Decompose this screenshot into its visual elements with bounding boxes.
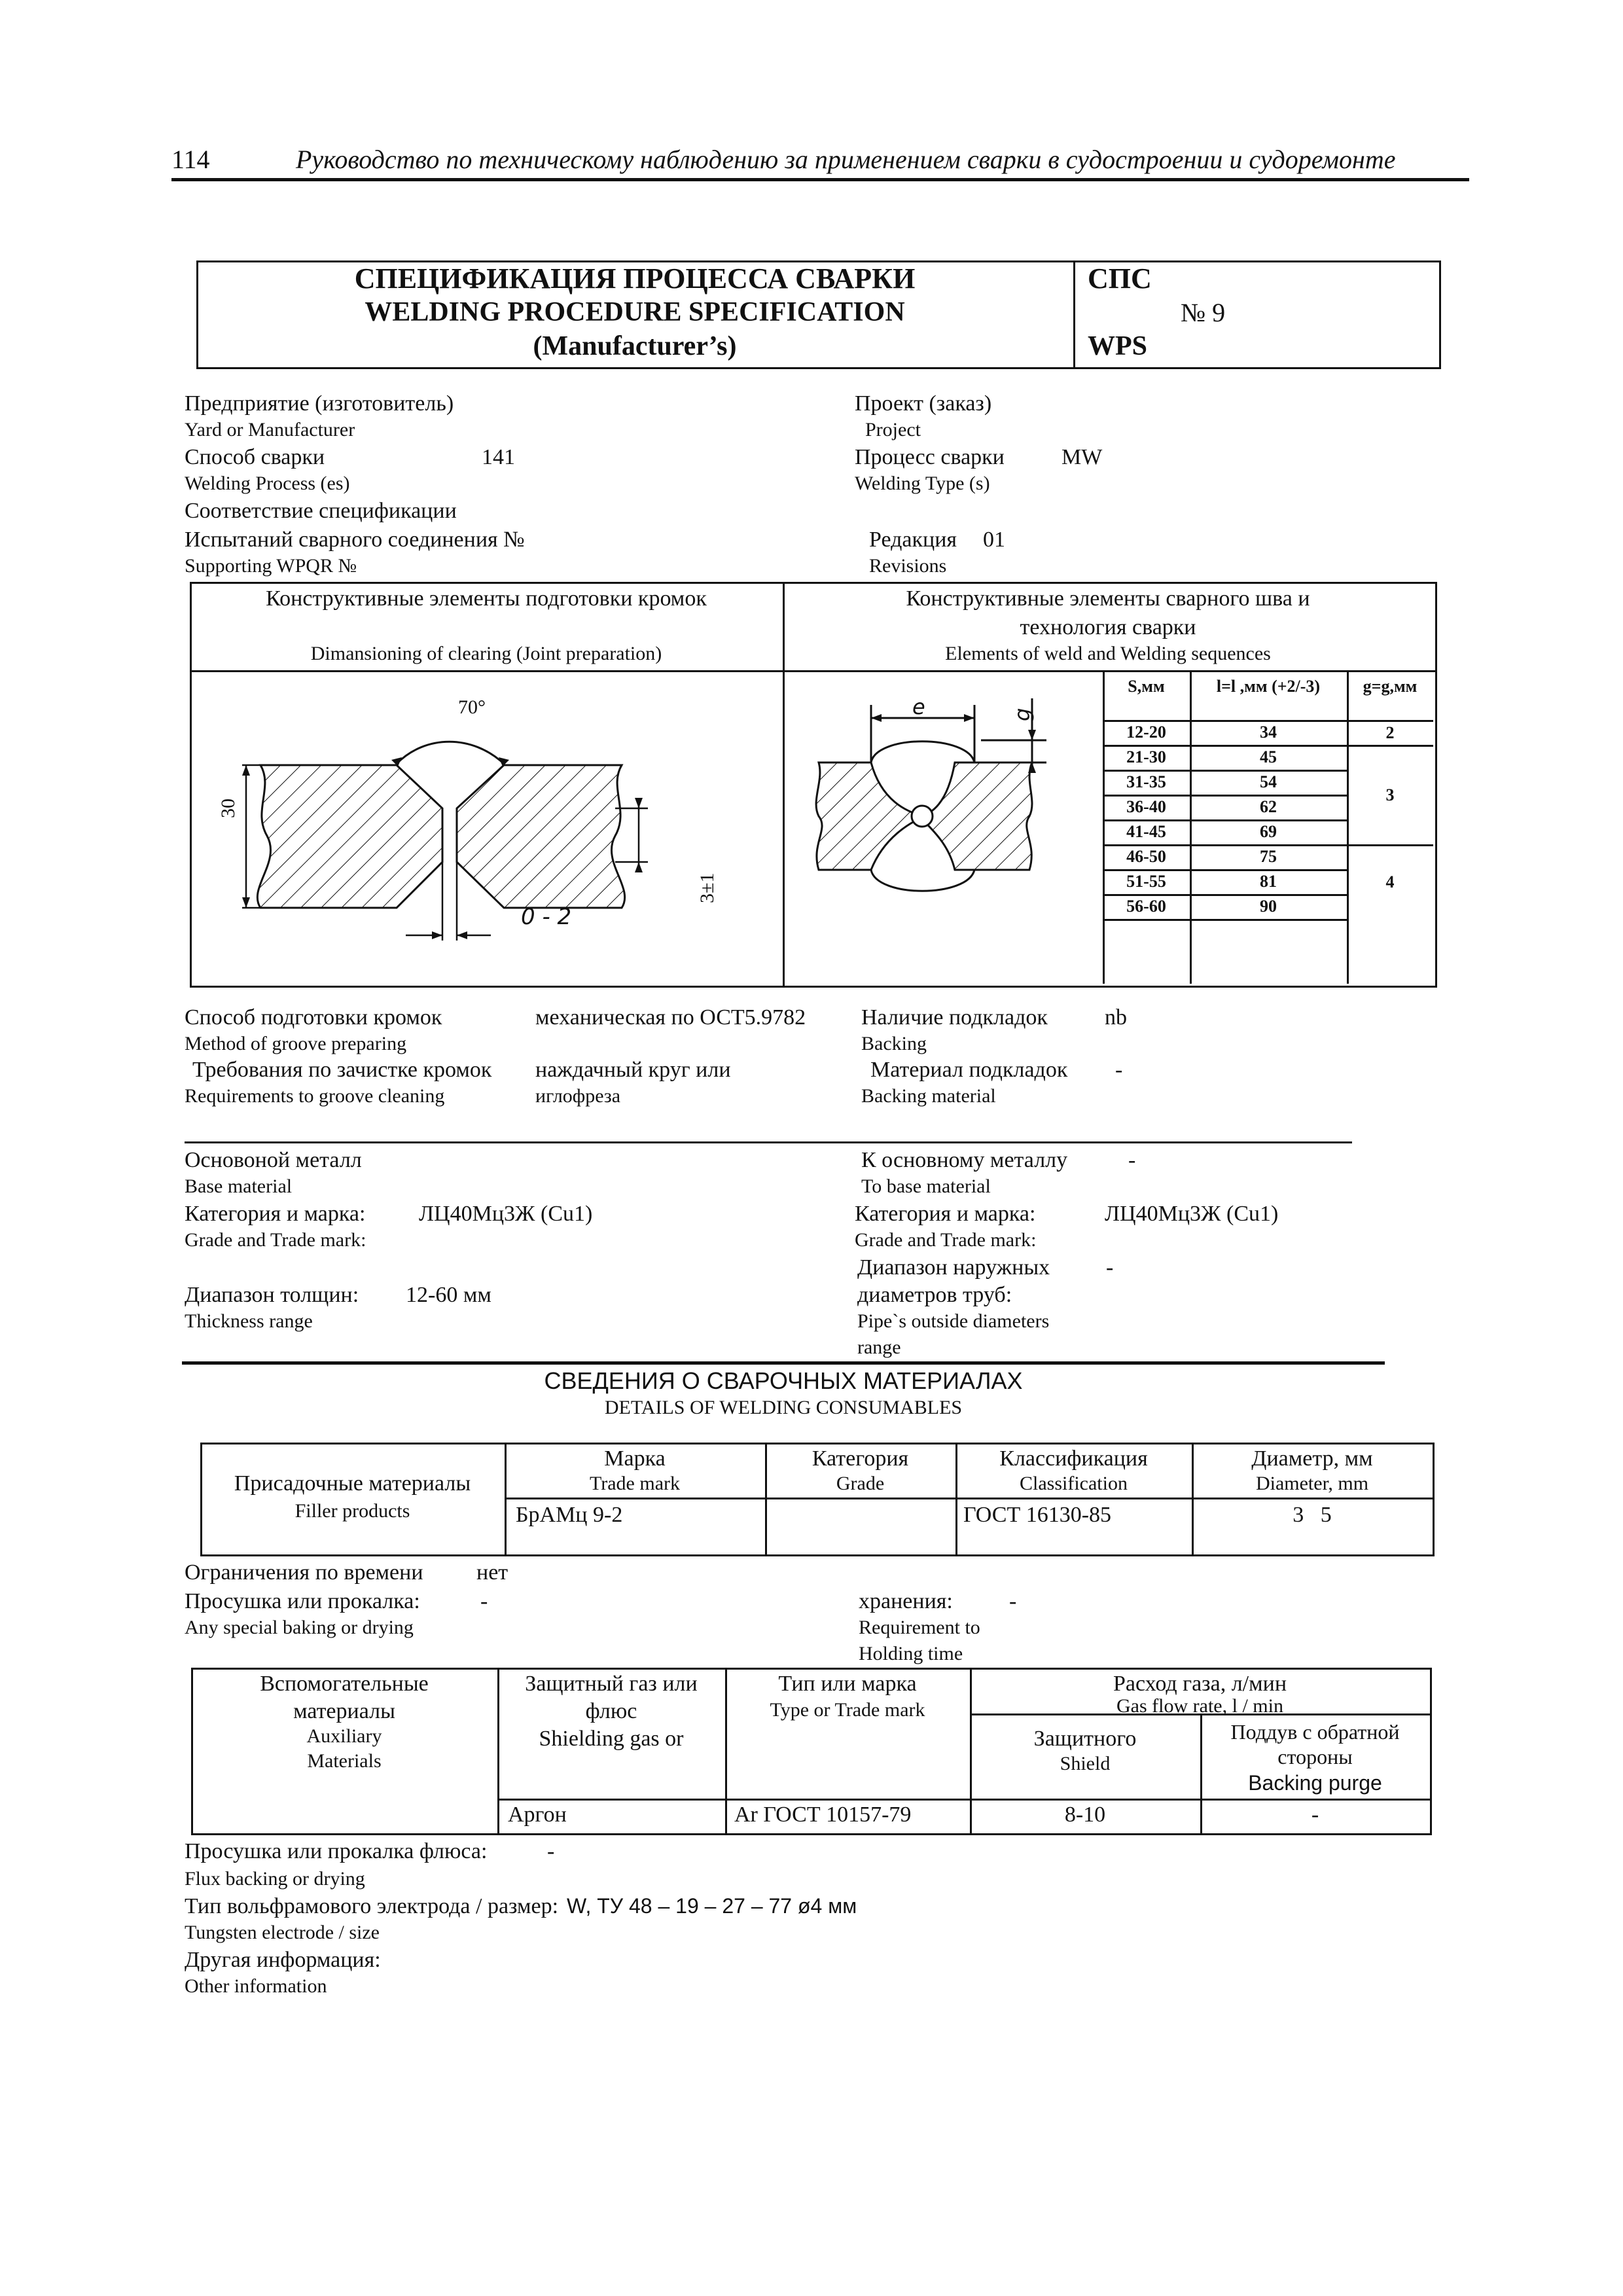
project-label-en: Project: [865, 419, 921, 440]
filler-label-en: Filler products: [294, 1500, 410, 1522]
grade-value: ЛЦ40Мц3Ж (Cu1): [419, 1202, 593, 1226]
aux-col3-ru: Тип или марка: [778, 1672, 917, 1696]
aux-col2-ru-2: флюс: [585, 1699, 637, 1723]
consumables-heading-en: DETAILS OF WELDING CONSUMABLES: [604, 1397, 963, 1418]
title-en: WELDING PROCEDURE SPECIFICATION: [365, 297, 905, 327]
revision-label: Редакция: [869, 528, 957, 552]
groove-method-label-en: Method of groove preparing: [185, 1033, 407, 1054]
tungsten-label-en: Tungsten electrode / size: [185, 1922, 380, 1943]
groove-clean-label: Требования по зачистке кромок: [192, 1058, 492, 1082]
joint-table-g-cell: 2: [1385, 723, 1395, 742]
type-value: MW: [1061, 445, 1103, 469]
backing-material-value: -: [1115, 1058, 1123, 1082]
joint-table-g-cell: 3: [1385, 785, 1395, 804]
joint-table-row-rule: [1103, 869, 1347, 871]
to-base-value: -: [1128, 1148, 1136, 1172]
aux-purge-en: Backing purge: [1248, 1771, 1382, 1795]
tungsten-value: W, ТУ 48 – 19 – 27 – 77 ø4 мм: [567, 1894, 857, 1918]
weld-elements-drawing: [785, 672, 1103, 984]
flux-label-en: Flux backing or drying: [185, 1868, 365, 1890]
process-label: Способ сварки: [185, 445, 325, 469]
manufacturer-label-en: Yard or Manufacturer: [185, 419, 355, 440]
joint-right-header-1: Конструктивные элементы сварного шва и: [906, 586, 1310, 611]
header-rule: [171, 178, 1469, 181]
joint-table-row-rule: [1103, 819, 1347, 821]
joint-table-s-cell: 41-45: [1126, 822, 1166, 841]
grade2-label: Категория и марка:: [855, 1202, 1036, 1226]
joint-right-header-en: Elements of weld and Welding sequences: [945, 643, 1271, 664]
storage-value: -: [1009, 1589, 1017, 1613]
code-en: WPS: [1088, 331, 1148, 361]
joint-table-l-cell: 54: [1260, 772, 1277, 791]
pipe-label-en-2: range: [857, 1336, 901, 1358]
joint-table-l-cell: 45: [1260, 747, 1277, 766]
grade-label: Категория и марка:: [185, 1202, 366, 1226]
thickness-label: 30: [217, 798, 239, 818]
col-diameter-en: Diameter, mm: [1255, 1473, 1369, 1494]
joint-table-s-cell: 21-30: [1126, 747, 1166, 766]
joint-right-header-2: технология сварки: [1020, 615, 1196, 639]
grade2-value: ЛЦ40Мц3Ж (Cu1): [1105, 1202, 1279, 1226]
manufacturer-label: Предприятие (изготовитель): [185, 391, 454, 416]
base-label: Основоной металл: [185, 1148, 362, 1172]
conformity-label: Соответствие спецификации: [185, 499, 457, 523]
tungsten-label: Тип вольфрамового электрода / размер:: [185, 1894, 559, 1918]
grade-label-en: Grade and Trade mark:: [185, 1229, 366, 1251]
backing-label: Наличие подкладок: [861, 1005, 1048, 1030]
aux-col1-ru-2: материалы: [293, 1699, 395, 1723]
col-classification-en: Classification: [1020, 1473, 1128, 1494]
baking-value: -: [480, 1589, 488, 1613]
joint-table-l-cell: 81: [1260, 872, 1277, 891]
joint-table-s-cell: 12-20: [1126, 723, 1166, 742]
aux-col1-en-2: Materials: [307, 1750, 382, 1772]
joint-table-l-cell: 62: [1260, 797, 1277, 816]
aux-purge-value: -: [1311, 1803, 1319, 1827]
joint-table-s-cell: 31-35: [1126, 772, 1166, 791]
root-face-label: 3±1: [696, 872, 718, 903]
storage-label: хранения:: [859, 1589, 953, 1613]
joint-table-g-cell: 4: [1385, 872, 1395, 891]
aux-purge-ru-2: стороны: [1277, 1745, 1353, 1768]
time-limit-label: Ограничения по времени: [185, 1560, 423, 1585]
base-section-rule: [185, 1141, 1352, 1143]
aux-row-rule: [497, 1799, 1430, 1801]
consumables-heading: СВЕДЕНИЯ О СВАРОЧНЫХ МАТЕРИАЛАХ: [544, 1367, 1023, 1394]
project-label: Проект (заказ): [855, 391, 992, 416]
joint-table-row-rule: [1103, 795, 1347, 797]
revision-label-en: Revisions: [869, 555, 947, 577]
backing-value: nb: [1105, 1005, 1127, 1030]
groove-clean-value-2: иглофреза: [535, 1085, 621, 1107]
joint-table-l-cell: 34: [1260, 723, 1277, 742]
process-value: 141: [482, 445, 515, 469]
backing-material-label: Материал подкладок: [870, 1058, 1068, 1082]
gap-label: 0 - 2: [521, 904, 572, 930]
joint-left-header-en: Dimansioning of clearing (Joint preparation): [310, 643, 662, 664]
aux-flow-value: 8-10: [1064, 1803, 1106, 1827]
joint-table-header-rule: [1103, 720, 1433, 722]
consumables-rule: [182, 1361, 1385, 1365]
to-base-label: К основному металлу: [861, 1148, 1068, 1172]
thickness-range-label: Диапазон толщин:: [185, 1283, 359, 1307]
flux-label: Просушка или прокалка флюса:: [185, 1839, 488, 1863]
aux-shield-en: Shield: [1060, 1753, 1111, 1774]
joint-table-header-l: l=l ,мм (+2/-3): [1216, 677, 1321, 696]
code-ru: СПС: [1088, 262, 1152, 295]
thickness-range-value: 12-60 мм: [406, 1283, 491, 1307]
aux-col1-en-1: Auxiliary: [306, 1725, 382, 1747]
title-divider: [1073, 260, 1075, 367]
page-number: 114: [171, 145, 210, 174]
running-title: Руководство по техническому наблюдению за применением сварки в судостроении и судоремонте: [296, 145, 1396, 174]
type-label-en: Welding Type (s): [855, 473, 990, 494]
joint-table-col-2: [1347, 672, 1349, 984]
joint-left-header: Конструктивные элементы подготовки кромок: [266, 586, 707, 611]
pipe-label-2: диаметров труб:: [857, 1283, 1012, 1307]
joint-table-s-cell: 46-50: [1126, 847, 1166, 866]
groove-clean-label-en: Requirements to groove cleaning: [185, 1085, 445, 1107]
joint-table-row-rule: [1103, 745, 1347, 747]
title-ru: СПЕЦИФИКАЦИЯ ПРОЦЕССА СВАРКИ: [354, 262, 916, 295]
other-info-label: Другая информация:: [185, 1948, 381, 1972]
filler-class-value: ГОСТ 16130-85: [963, 1503, 1112, 1527]
col-trade-mark-en: Trade mark: [589, 1473, 681, 1494]
aux-col4-en: Gas flow rate, l / min: [1116, 1695, 1283, 1717]
aux-col4-ru: Расход газа, л/мин: [1113, 1672, 1287, 1696]
base-label-en: Base material: [185, 1175, 293, 1197]
joint-table-l-cell: 90: [1260, 897, 1277, 916]
joint-table-g-rule: [1347, 844, 1433, 846]
wpqr-label: Испытаний сварного соединения №: [185, 528, 525, 552]
title-sub: (Manufacturer’s): [533, 331, 737, 361]
joint-table-s-cell: 51-55: [1126, 872, 1166, 891]
col-diameter: Диаметр, мм: [1251, 1446, 1373, 1471]
wpqr-label-en: Supporting WPQR №: [185, 555, 357, 577]
pipe-label-1: Диапазон наружных: [857, 1255, 1050, 1280]
pipe-value: -: [1106, 1255, 1114, 1280]
revision-value: 01: [983, 528, 1005, 552]
angle-label: 70°: [458, 696, 486, 718]
filler-label: Присадочные материалы: [234, 1471, 471, 1496]
grade2-label-en: Grade and Trade mark:: [855, 1229, 1037, 1251]
filler-trade-value: БрАМц 9-2: [516, 1503, 623, 1527]
joint-table-header-g: g=g,мм: [1363, 677, 1418, 696]
groove-method-value: механическая по ОСТ5.9782: [535, 1005, 806, 1030]
time-limit-value: нет: [476, 1560, 508, 1585]
aux-col3-en: Type or Trade mark: [770, 1699, 925, 1721]
joint-table-row-rule: [1103, 894, 1347, 896]
joint-table-header-s: S,мм: [1128, 677, 1165, 696]
process-label-en: Welding Process (es): [185, 473, 350, 494]
backing-material-label-en: Backing material: [861, 1085, 996, 1107]
aux-gas-value: Аргон: [508, 1803, 567, 1827]
to-base-label-en: To base material: [861, 1175, 991, 1197]
joint-table-row-rule: [1103, 770, 1347, 772]
joint-table-s-cell: 36-40: [1126, 797, 1166, 816]
baking-label-en: Any special baking or drying: [185, 1617, 414, 1638]
col-grade-en: Grade: [836, 1473, 885, 1494]
aux-col1-ru-1: Вспомогательные: [260, 1672, 429, 1696]
groove-method-label: Способ подготовки кромок: [185, 1005, 442, 1030]
filler-row-rule: [505, 1498, 1433, 1499]
wps-number: № 9: [1181, 298, 1226, 327]
filler-diameter-value: 3 5: [1293, 1503, 1332, 1527]
joint-table-l-cell: 75: [1260, 847, 1277, 866]
aux-type-value: Ar ГОСТ 10157-79: [734, 1803, 912, 1827]
thickness-range-label-en: Thickness range: [185, 1310, 313, 1332]
joint-preparation-drawing: [190, 672, 783, 984]
baking-label: Просушка или прокалка:: [185, 1589, 420, 1613]
aux-shield-ru: Защитного: [1033, 1727, 1137, 1751]
joint-table-row-rule: [1103, 919, 1347, 921]
joint-table-s-cell: 56-60: [1126, 897, 1166, 916]
backing-label-en: Backing: [861, 1033, 927, 1054]
aux-col2-en: Shielding gas or: [539, 1727, 684, 1751]
pipe-label-en-1: Pipe`s outside diameters: [857, 1310, 1050, 1332]
g-label: g: [1010, 708, 1035, 721]
type-label: Процесс сварки: [855, 445, 1005, 469]
flux-value: -: [547, 1839, 555, 1863]
storage-label-en-1: Requirement to: [859, 1617, 980, 1638]
joint-table-row-rule: [1103, 844, 1347, 846]
other-info-label-en: Other information: [185, 1975, 327, 1997]
storage-label-en-2: Holding time: [859, 1643, 963, 1664]
aux-col2-ru-1: Защитный газ или: [525, 1672, 698, 1696]
joint-table-g-rule: [1347, 745, 1433, 747]
col-trade-mark: Марка: [604, 1446, 666, 1471]
joint-table-l-cell: 69: [1260, 822, 1277, 841]
groove-clean-value-1: наждачный круг или: [535, 1058, 731, 1082]
aux-purge-ru-1: Поддув с обратной: [1230, 1720, 1400, 1744]
col-grade: Категория: [812, 1446, 909, 1471]
col-classification: Классификация: [999, 1446, 1148, 1471]
e-label: e: [912, 694, 925, 719]
